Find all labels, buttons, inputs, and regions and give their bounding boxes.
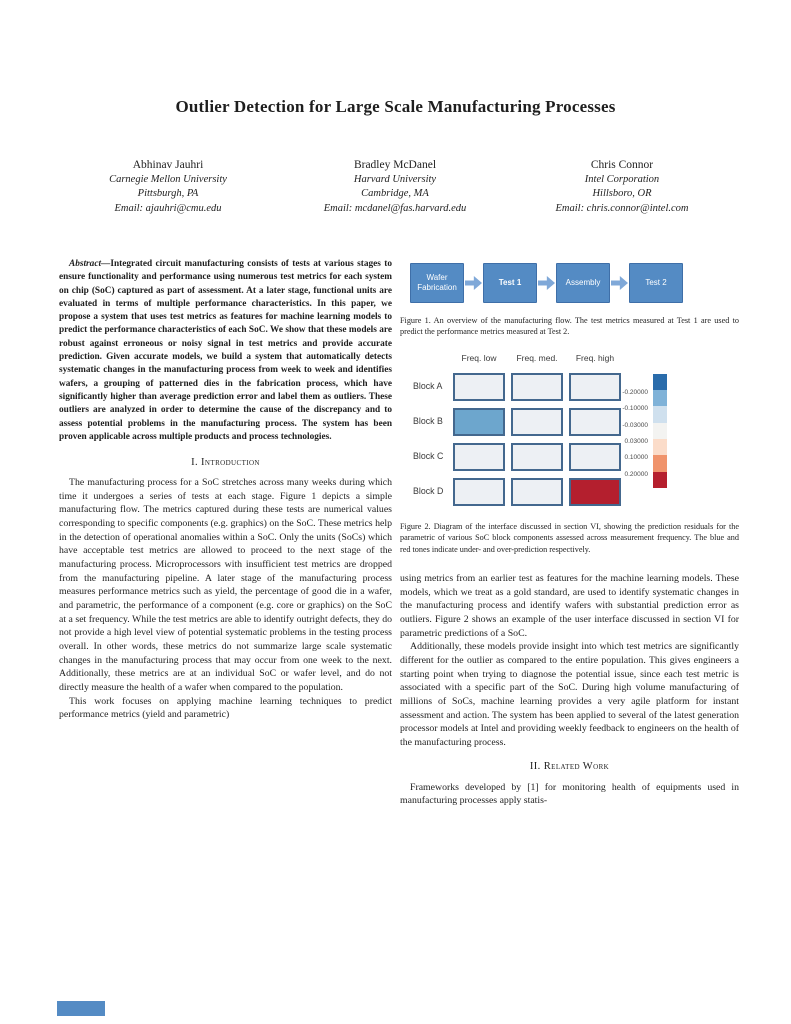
figure1-flow-diagram [410,262,739,304]
flow-box-test-1: Test 1 [483,263,537,303]
author-affiliation: Carnegie Mellon University [109,173,227,185]
related-work-paragraph: Frameworks developed by [1] for monitoring health of equipments used in manufacturing processes apply statis- [400,781,739,807]
heatmap-cell [511,443,563,471]
author-email: Email: chris.connor@intel.com [555,202,689,214]
author-block [55,158,735,216]
heatmap-cell [511,478,563,506]
heatmap-column-header: Freq. med. [516,352,558,363]
colorbar-swatch [653,472,667,488]
figure2-caption: Figure 2. Diagram of the interface discussed in section VI, showing the prediction residuals for the parametric of various SoC block components assessed across measurement frequency. The blue and red tones indicate under- and over-prediction respectively. [400,521,739,554]
colorbar-swatch [653,390,667,406]
heatmap-cell [453,373,505,401]
colorbar-swatch [653,374,667,390]
heatmap-row-label: Block A [413,380,443,391]
author-name: Chris Connor [590,159,654,171]
abstract [59,258,392,444]
flow-arrow-icon [465,276,482,290]
figure2-column-headers [453,352,627,366]
figure2-heatmap [400,350,739,510]
flow-arrow-icon [611,276,628,290]
section-heading-related-work: II. Related Work [529,760,610,772]
colorbar-tick-label: -0.10000 [622,405,648,413]
author-2 [282,158,508,216]
flow-arrow-icon [538,276,555,290]
flow-box-wafer-fabrication: Wafer Fabrication [410,263,464,303]
heatmap-cell [569,478,621,506]
heatmap-cell [511,373,563,401]
right-column [400,258,739,808]
author-1 [55,158,281,216]
figure1-caption: Figure 1. An overview of the manufacturing flow. The test metrics measured at Test 1 are used to predict the performance metrics measured at Test 2. [400,316,739,337]
colorbar-swatch [653,439,667,455]
flow-box-test-2: Test 2 [629,263,683,303]
author-name: Abhinav Jauhri [132,159,204,171]
heatmap-cell [453,443,505,471]
abstract-text: Integrated circuit manufacturing consists of tests at various stages to ensure functionality and performance using numerous test metrics for each system on chip (SoC) captured as part of assessment. At a later stage, functional units are evaluated in terms of multiple performance characteristics. In this paper, we propose a system that uses test metrics as features for machine learning models to predict the performance characteristics of each SoC. We show that these models are robust against erroneous or noisy signal in test metrics and provide accurate prediction. Given accurate models, we build a system that automatically detects systematic changes in the manufacturing process from week to week and identifies wafers, a grouping of patterned dies in the fabrication process, which have significantly higher than average prediction error and label them as outliers. These outliers are analyzed in order to determine the cause of the discrepancy and to assess potential problems in the manufacturing process. The system has been proven applicable across multiple products and process technologies. [59,259,392,442]
heatmap-cell [511,408,563,436]
author-affiliation: Harvard University [353,173,437,185]
author-location: Cambridge, MA [361,188,429,199]
flow-box-assembly: Assembly [556,263,610,303]
heatmap-row [400,478,627,506]
figure2-colorbar [653,374,667,488]
heatmap-cell [453,408,505,436]
section-heading-introduction: I. Introduction [191,457,260,469]
heatmap-cell [453,478,505,506]
colorbar-tick-label: 0.20000 [624,470,648,478]
paper-title: Outlier Detection for Large Scale Manufacturing Processes [175,97,616,116]
author-location: Pittsburgh, PA [137,188,199,199]
author-email: Email: mcdanel@fas.harvard.edu [323,202,467,214]
author-affiliation: Intel Corporation [584,173,660,185]
intro-paragraph-2: This work focuses on applying machine learning techniques to predict performance metrics (yield and parametric) [59,695,392,721]
body-paragraph-1: using metrics from an earlier test as features for the machine learning models. These models, which we treat as a gold standard, are used to identify systematic changes in the manufacturing process and identify wafers with substantial prediction error as outliers. Figure 2 shows an example of the user interface discussed in section VI for parametric predictions of a SoC. [400,573,739,639]
heatmap-column-header: Freq. low [461,352,497,363]
colorbar-tick-label: 0.10000 [624,454,648,462]
left-column [59,258,392,722]
author-name: Bradley McDanel [353,159,437,171]
author-3 [509,158,735,216]
author-location: Hillsboro, OR [592,188,652,199]
colorbar-swatch [653,455,667,471]
author-email: Email: ajauhri@cmu.edu [114,202,222,214]
colorbar-swatch [653,423,667,439]
heatmap-row-label: Block D [413,485,444,496]
colorbar-tick-label: -0.03000 [622,421,648,429]
heatmap-row-label: Block C [413,450,444,461]
body-paragraph-2: Additionally, these models provide insight into which test metrics are significantly different for the outlier as compared to the entire population. This gives engineers a starting point when trying to diagnose the potential issue, since each test metric is associated with a specific part of the SoC. During high volume manufacturing of millions of SoCs, machine learning provides a very agile platform for instant assessment and action. The system has been applied to several of the latest generation processor models at Intel and providing weekly feedback to engineers on the health of the manufacturing process. [400,641,739,748]
next-page-figure-fragment [57,1001,105,1016]
intro-paragraph-1: The manufacturing process for a SoC stretches across many weeks during which time it undergoes a series of tests at each stage. Figure 1 depicts a simple manufacturing flow. The metrics captured during these tests are numerical values corresponding to specific components (e.g. graphics) on the SoC. These metrics help in the detection of operational anomalies within a SoC. Only the units (SoCs) which have acceptable test metrics are allowed to proceed to the next stage of the manufacturing process. Microprocessors with insufficient test metrics are dropped from the manufacturing pipeline. A later stage of the manufacturing process measures performance metrics such as yield, the percentage of good die in a wafer, and parametric, the performance of a component (e.g. core or graphics) on the SoC at a set frequency. While the test metrics are able to identify outright defects, they do not provide a high level view of potential systematic problems in the testing process overall. In other words, these metrics do not summarize large scale systematic changes in the manufacturing process that may occur from one week to the next. Additionally, these metrics are at an individual SoC or wafer level, and do not directly measure the health of a wafer when compared to the population. [59,477,392,693]
heatmap-column-header: Freq. high [575,352,615,363]
abstract-lead: Abstract— [69,259,111,269]
colorbar-swatch [653,406,667,422]
colorbar-tick-label: 0.03000 [624,438,648,445]
heatmap-row-label: Block B [413,415,443,426]
colorbar-tick-label: -0.20000 [622,389,648,397]
